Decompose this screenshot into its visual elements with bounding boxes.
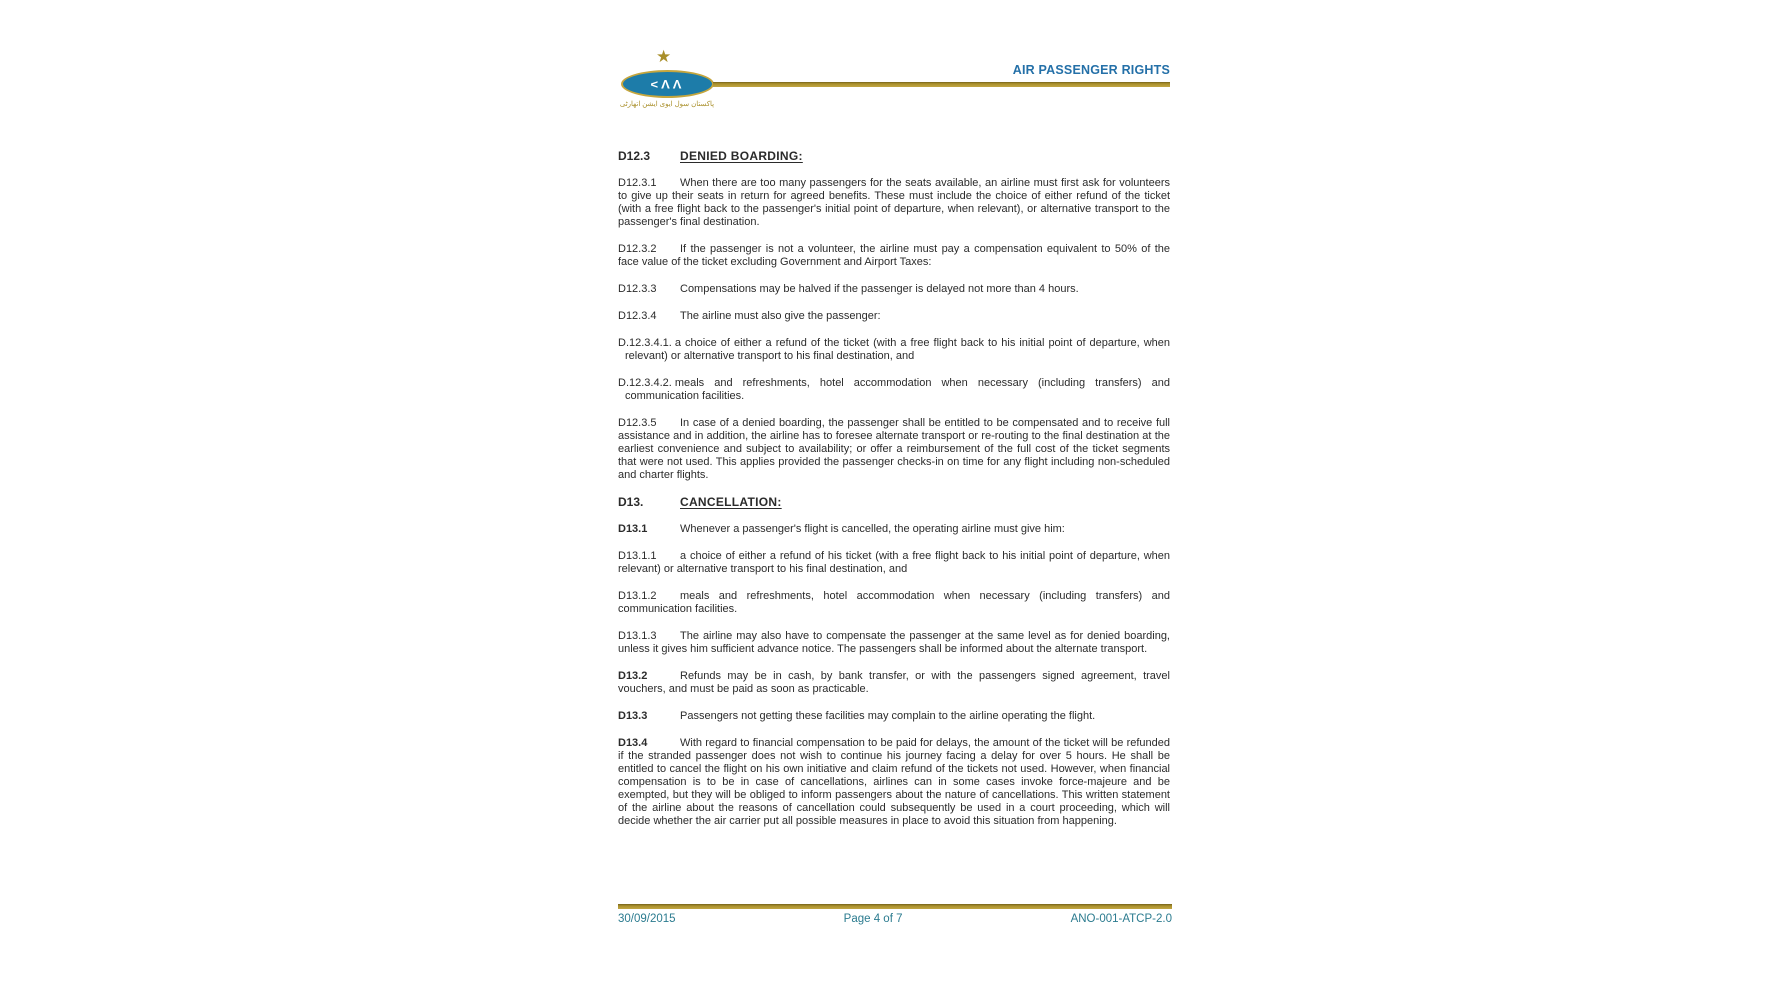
paragraph-text: When there are too many passengers for the seats available, an airline must first ask for volunteers to give up their seats in return for agreed benefits. These must include the choice of either refund of the ticket (with a free flight back to the passenger's initial point of departure, when relevant), or alternative transport to the passenger's final destination. — [618, 177, 1170, 228]
paragraph — [618, 710, 1170, 723]
document-header — [618, 0, 1170, 110]
paragraph — [618, 630, 1170, 656]
paragraph — [618, 523, 1170, 536]
paragraph-label: D.12.3.4.1. — [618, 337, 672, 349]
section-title: CANCELLATION: — [680, 495, 782, 509]
footer-rule — [618, 904, 1172, 909]
paragraph-label: D12.3.3 — [618, 283, 657, 295]
paragraph-label: D13.1 — [618, 523, 648, 535]
paragraph-text: Refunds may be in cash, by bank transfer, or with the passengers signed agreement, travel vouchers, and must be paid as soon as practicable. — [618, 670, 1170, 695]
section-title: DENIED BOARDING: — [680, 149, 803, 163]
paragraph — [618, 670, 1170, 696]
page-title: AIR PASSENGER RIGHTS — [1012, 63, 1170, 77]
paragraph — [618, 377, 1170, 403]
paragraph-text: Whenever a passenger's flight is cancelled, the operating airline must give him: — [680, 523, 1065, 535]
header-rule — [713, 82, 1170, 87]
paragraph-text: Passengers not getting these facilities may complain to the airline operating the flight. — [680, 710, 1096, 722]
paragraph — [618, 177, 1170, 229]
paragraph-label: D.12.3.4.2. — [618, 377, 672, 389]
paragraph-text: In case of a denied boarding, the passenger shall be entitled to be compensated and to receive full assistance and in addition, the airline has to foresee alternate transport or re-routing to the final destination at the earliest convenience and subject to availability; or offer a reimbursement of the full cost of the ticket segments that were not used. This applies provided the passenger checks-in on time for any flight including non-scheduled and charter flights. — [618, 417, 1170, 481]
footer-doc-ref: ANO-001-ATCP-2.0 — [1070, 913, 1172, 925]
paragraph-label: D12.3.4 — [618, 310, 657, 322]
paragraph-text: a choice of either a refund of his ticket (with a free flight back to his initial point of departure, when relevant) or alternative transport to his final destination, and — [618, 550, 1170, 575]
page-column — [618, 0, 1170, 842]
paragraph-label: D13.1.1 — [618, 550, 657, 562]
document-body — [618, 110, 1170, 828]
paragraph-label: D13.4 — [618, 737, 648, 749]
section-heading — [618, 150, 1170, 163]
paragraph — [618, 550, 1170, 576]
paragraph-text: The airline must also give the passenger: — [680, 310, 881, 322]
paragraph — [618, 737, 1170, 828]
paragraph-label: D13.2 — [618, 670, 648, 682]
paragraph — [618, 283, 1170, 296]
paragraph-label: D12.3.1 — [618, 177, 657, 189]
caa-logo-letters: <ΛΛ — [650, 77, 685, 91]
star-icon: ★ — [656, 47, 672, 66]
paragraph — [618, 310, 1170, 323]
paragraph-text: With regard to financial compensation to be paid for delays, the amount of the ticket will be refunded if the stranded passenger does not wish to continue his journey facing a delay for over 5 hours. He shall be entitled to cancel the flight on his own initiative and claim refund of the tickets not used. However, when financial compensation is to be in case of cancellations, airlines can in some cases invoke force-majeure and be exempted, but they will be obliged to inform passengers about the nature of cancellations. This written statement of the airline about the reasons of cancellation could subsequently be used in a court proceeding, which will decide whether the air carrier put all possible measures in place to avoid this situation from happening. — [618, 737, 1170, 827]
footer-date: 30/09/2015 — [618, 913, 676, 925]
paragraph-text: The airline may also have to compensate the passenger at the same level as for denied boarding, unless it gives him sufficient advance notice. The passengers shall be informed about the alternate transport. — [618, 630, 1170, 655]
paragraph-label: D13.3 — [618, 710, 648, 722]
section-heading — [618, 496, 1170, 509]
paragraph-text: meals and refreshments, hotel accommodation when necessary (including transfers) and communication facilities. — [618, 590, 1170, 615]
paragraph-text: a choice of either a refund of the ticket (with a free flight back to his initial point of departure, when relevant) or alternative transport to his final destination, and — [625, 337, 1170, 362]
paragraph — [618, 417, 1170, 482]
paragraph — [618, 243, 1170, 269]
footer-page-number: Page 4 of 7 — [843, 913, 903, 925]
paragraph — [618, 337, 1170, 363]
paragraph-text: If the passenger is not a volunteer, the airline must pay a compensation equivalent to 50% of the face value of the ticket excluding Government and Airport Taxes: — [618, 243, 1170, 268]
paragraph-label: D12.3.2 — [618, 243, 657, 255]
section-number: D13. — [618, 495, 644, 509]
paragraph-text: Compensations may be halved if the passenger is delayed not more than 4 hours. — [680, 283, 1079, 295]
caa-logo-urdu-caption: پاکستان سول ایوی ایشن اتھارٹی — [619, 101, 715, 108]
footer-row — [618, 913, 1172, 926]
paragraph-text: meals and refreshments, hotel accommodation when necessary (including transfers) and communication facilities. — [625, 377, 1170, 402]
document-footer — [618, 904, 1172, 926]
section-number: D12.3 — [618, 149, 651, 163]
paragraph-label: D12.3.5 — [618, 417, 657, 429]
paragraph-label: D13.1.2 — [618, 590, 657, 602]
paragraph-label: D13.1.3 — [618, 630, 657, 642]
caa-logo — [621, 70, 714, 98]
paragraph — [618, 590, 1170, 616]
